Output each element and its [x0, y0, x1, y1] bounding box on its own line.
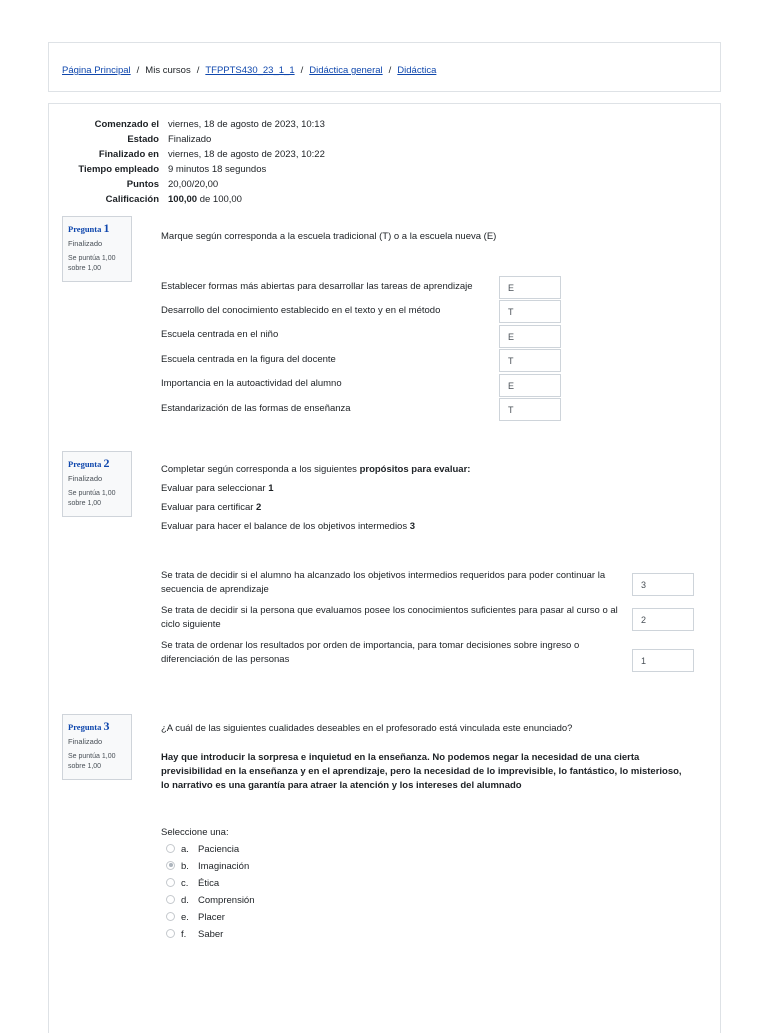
question-grade: [68, 489, 126, 509]
breadcrumb-separator: /: [300, 65, 304, 76]
match-row-text: Establecer formas más abiertas para desarrollar las tareas de aprendizaje: [161, 281, 473, 292]
option-letter: b.: [181, 861, 189, 872]
summary-label: Comenzado el: [94, 119, 159, 130]
question-3-statement: Hay que introducir la sorpresa e inquietud en la enseñanza. No podemos negar la necesidad de una cierta previsibilidad en la enseñanza y en el aprendizaje, pero la necesidad de lo imprevisible, lo fantástico, lo misterioso, lo narrativo es una garantía para atraer la atención y los intereses del alumnado: [161, 752, 682, 791]
intro-text: Completar según corresponda a los siguientes: [161, 464, 360, 475]
match-answer-select[interactable]: T: [499, 398, 561, 421]
radio-button[interactable]: [166, 878, 175, 887]
question-number: 2: [103, 456, 110, 470]
question-grade-line1: Se puntúa 1,00: [68, 753, 116, 760]
purpose-item: [161, 483, 274, 494]
question-grade-line1: Se puntúa 1,00: [68, 255, 116, 262]
radio-button-selected[interactable]: [166, 861, 175, 870]
summary-value: 9 minutos 18 segundos: [168, 164, 267, 175]
summary-value: viernes, 18 de agosto de 2023, 10:22: [168, 149, 325, 160]
purpose-number: 1: [268, 483, 274, 494]
question-1-prompt: Marque según corresponda a la escuela tradicional (T) o a la escuela nueva (E): [161, 231, 497, 242]
question-3-info: [62, 714, 132, 780]
question-state: Finalizado: [68, 737, 103, 746]
match-row-text: Se trata de ordenar los resultados por orden de importancia, para tomar decisiones sobre ingreso o diferenciación de las personas: [161, 640, 580, 665]
match-answer-select[interactable]: 3: [632, 573, 694, 596]
option-c[interactable]: [166, 878, 219, 889]
breadcrumb-separator: /: [196, 65, 200, 76]
summary-label: Tiempo empleado: [78, 164, 159, 175]
match-answer-select[interactable]: T: [499, 349, 561, 372]
option-d[interactable]: [166, 895, 255, 906]
match-answer-select[interactable]: 2: [632, 608, 694, 631]
match-row-text: Importancia en la autoactividad del alumno: [161, 378, 342, 389]
purpose-text: Evaluar para certificar: [161, 502, 257, 513]
option-e[interactable]: [166, 912, 225, 923]
question-state: Finalizado: [68, 474, 103, 483]
summary-value: viernes, 18 de agosto de 2023, 10:13: [168, 119, 325, 130]
option-letter: f.: [181, 929, 187, 940]
select-one-label: Seleccione una:: [161, 827, 229, 838]
option-text: Paciencia: [198, 844, 240, 855]
breadcrumb-course-link[interactable]: TFPPTS430_23_1_1: [205, 65, 295, 76]
breadcrumb: [62, 65, 436, 76]
question-grade-line2: sobre 1,00: [68, 265, 102, 272]
question-3-prompt: ¿A cuál de las siguientes cualidades deseables en el profesorado está vinculada este enunciado?: [161, 723, 573, 734]
match-answer-select[interactable]: E: [499, 325, 561, 348]
radio-button[interactable]: [166, 895, 175, 904]
purpose-text: Evaluar para seleccionar: [161, 483, 269, 494]
purpose-item: [161, 521, 415, 532]
match-row-text: Escuela centrada en el niño: [161, 329, 279, 340]
radio-button[interactable]: [166, 912, 175, 921]
option-f[interactable]: [166, 929, 223, 940]
breadcrumb-separator: /: [388, 65, 392, 76]
question-state: Finalizado: [68, 239, 103, 248]
intro-bold-text: propósitos para evaluar:: [359, 464, 471, 475]
question-2-intro: [161, 464, 470, 475]
breadcrumb-separator: /: [136, 65, 140, 76]
summary-value: 20,00/20,00: [168, 179, 219, 190]
question-grade-line2: sobre 1,00: [68, 500, 102, 507]
question-2-info: [62, 451, 132, 517]
question-title: [68, 221, 126, 236]
option-text: Comprensión: [198, 895, 255, 906]
summary-label: Puntos: [126, 179, 159, 190]
option-letter: e.: [181, 912, 189, 923]
match-answer-select[interactable]: E: [499, 276, 561, 299]
breadcrumb-section-link[interactable]: Didáctica general: [309, 65, 383, 76]
match-row-text: Escuela centrada en la figura del docente: [161, 354, 336, 365]
match-answer-select[interactable]: 1: [632, 649, 694, 672]
question-grade: [68, 752, 126, 772]
question-title: [68, 456, 126, 471]
summary-label: Finalizado en: [98, 149, 159, 160]
question-grade: [68, 254, 126, 274]
option-b[interactable]: [166, 861, 249, 872]
radio-button[interactable]: [166, 929, 175, 938]
option-a[interactable]: [166, 844, 239, 855]
match-row-text: Se trata de decidir si la persona que evaluamos posee los conocimientos suficientes para pasar al curso o al ciclo siguiente: [161, 605, 618, 630]
option-letter: c.: [181, 878, 189, 889]
breadcrumb-container: [48, 42, 721, 92]
match-answer-select[interactable]: E: [499, 374, 561, 397]
match-row-text: Desarrollo del conocimiento establecido en el texto y en el método: [161, 305, 441, 316]
match-answer-select[interactable]: T: [499, 300, 561, 323]
quiz-review-container: [48, 103, 721, 1033]
option-letter: a.: [181, 844, 189, 855]
question-grade-line1: Se puntúa 1,00: [68, 490, 116, 497]
option-letter: d.: [181, 895, 189, 906]
summary-label: Calificación: [105, 194, 159, 205]
option-text: Placer: [198, 912, 225, 923]
question-number: 1: [103, 221, 110, 235]
breadcrumb-home-link[interactable]: Página Principal: [62, 65, 131, 76]
breadcrumb-quiz-link[interactable]: Didáctica: [397, 65, 437, 76]
question-label: Pregunta: [68, 224, 102, 234]
radio-button[interactable]: [166, 844, 175, 853]
question-label: Pregunta: [68, 459, 102, 469]
question-label: Pregunta: [68, 722, 102, 732]
match-row-text: Se trata de decidir si el alumno ha alcanzado los objetivos intermedios requeridos para poder continuar la secuencia de aprendizaje: [161, 570, 606, 595]
grade-value: 100,00: [168, 194, 198, 205]
breadcrumb-my-courses: Mis cursos: [145, 65, 191, 76]
summary-label: Estado: [127, 134, 159, 145]
summary-value: Finalizado: [168, 134, 212, 145]
grade-max: de 100,00: [197, 194, 242, 205]
question-number: 3: [103, 719, 110, 733]
purpose-text: Evaluar para hacer el balance de los objetivos intermedios: [161, 521, 410, 532]
summary-value: [168, 194, 242, 205]
purpose-number: 3: [409, 521, 416, 532]
option-text: Imaginación: [198, 861, 250, 872]
question-grade-line2: sobre 1,00: [68, 763, 102, 770]
option-text: Saber: [198, 929, 224, 940]
purpose-number: 2: [256, 502, 262, 513]
match-row-text: Estandarización de las formas de enseñanza: [161, 403, 351, 414]
purpose-item: [161, 502, 261, 513]
question-1-info: [62, 216, 132, 282]
question-title: [68, 719, 126, 734]
option-text: Ética: [198, 878, 220, 889]
